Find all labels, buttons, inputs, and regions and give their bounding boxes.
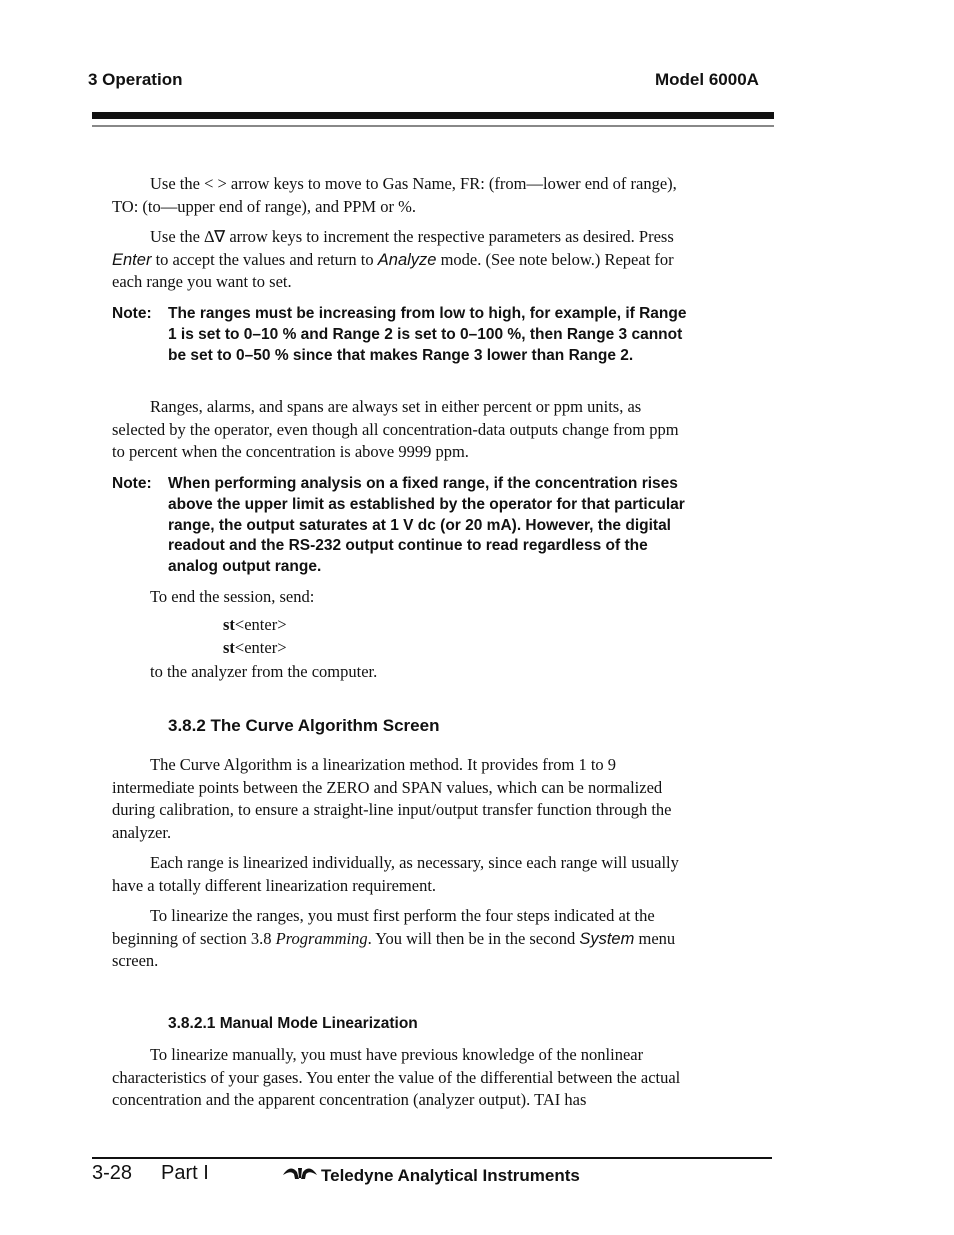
footer-rule: [92, 1157, 772, 1159]
paragraph-manual-linearization: To linearize manually, you must have previous knowledge of the nonlinear characteristics of your gases. You enter the value of the differential between the actual concentration and the apparent concentration (analyzer output). TAI has: [112, 1045, 681, 1109]
paragraph-units: Ranges, alarms, and spans are always set in either percent or ppm units, as selected by the operator, even though all concentration-data outputs change from ppm to percent when the concentration is above 9999 ppm.: [112, 397, 679, 461]
note-label-2: Note:: [112, 475, 152, 492]
code-line-1: st<enter>: [223, 615, 287, 634]
paragraph-increment: Use the ∆∇ arrow keys to increment the respective parameters as desired. Press Enter to accept the values and return to Analyze mode. (See note below.) Repeat for each range you want to set.: [112, 227, 674, 291]
footer-page-number: 3-28: [92, 1162, 133, 1184]
analyze-mode-term: Analyze: [377, 250, 437, 269]
paragraph-to-analyzer: to the analyzer from the computer.: [150, 662, 378, 681]
running-header-model: Model 6000A: [655, 70, 759, 89]
note-ranges: The ranges must be increasing from low to high, for example, if Range 1 is set to 0–10 % and Range 2 is set to 0–100 %, then Range 3 cannot be set to 0–50 % since that makes Range 3 lower than Range 2.: [168, 305, 687, 364]
header-rule-thick: [92, 112, 774, 119]
code-line-2: st<enter>: [223, 638, 287, 657]
running-header-section: 3 Operation: [88, 70, 183, 89]
programming-term: Programming: [275, 928, 368, 948]
paragraph-curve-algorithm: The Curve Algorithm is a linearization method. It provides from 1 to 9 intermediate points between the ZERO and SPAN values, which can be normalized during calibration, to ensure a straight-line input/output transfer function through the analyzer.: [112, 755, 672, 842]
note-saturation: When performing analysis on a fixed range, if the concentration rises above the upper limit as established by the operator for that particular range, the output saturates at 1 V dc (or 20 mA). However, the digital readout and the RS-232 output continue to read regardless of the analog output range.: [168, 475, 685, 576]
paragraph-end-session: To end the session, send:: [150, 587, 315, 606]
paragraph-each-range: Each range is linearized individually, as necessary, since each range will usually have a totally different linearization requirement.: [112, 853, 679, 895]
section-heading-3-8-2: 3.8.2 The Curve Algorithm Screen: [168, 716, 440, 735]
teledyne-logo-icon: [282, 1166, 318, 1185]
paragraph-linearize-ranges: To linearize the ranges, you must first perform the four steps indicated at the beginning of section 3.8 Programming. You will then be in the second System menu screen.: [112, 906, 676, 970]
footer-brand: Teledyne Analytical Instruments: [321, 1166, 580, 1185]
header-rule-thin: [92, 125, 774, 127]
section-heading-3-8-2-1: 3.8.2.1 Manual Mode Linearization: [168, 1015, 418, 1032]
footer-part: Part I: [161, 1162, 209, 1184]
paragraph-arrow-keys: Use the < > arrow keys to move to Gas Name, FR: (from—lower end of range), TO: (to—upper end of range), and PPM or %.: [112, 174, 677, 216]
note-label-1: Note:: [112, 305, 152, 322]
system-menu-term: System: [579, 929, 635, 948]
enter-key-term: Enter: [112, 250, 152, 269]
